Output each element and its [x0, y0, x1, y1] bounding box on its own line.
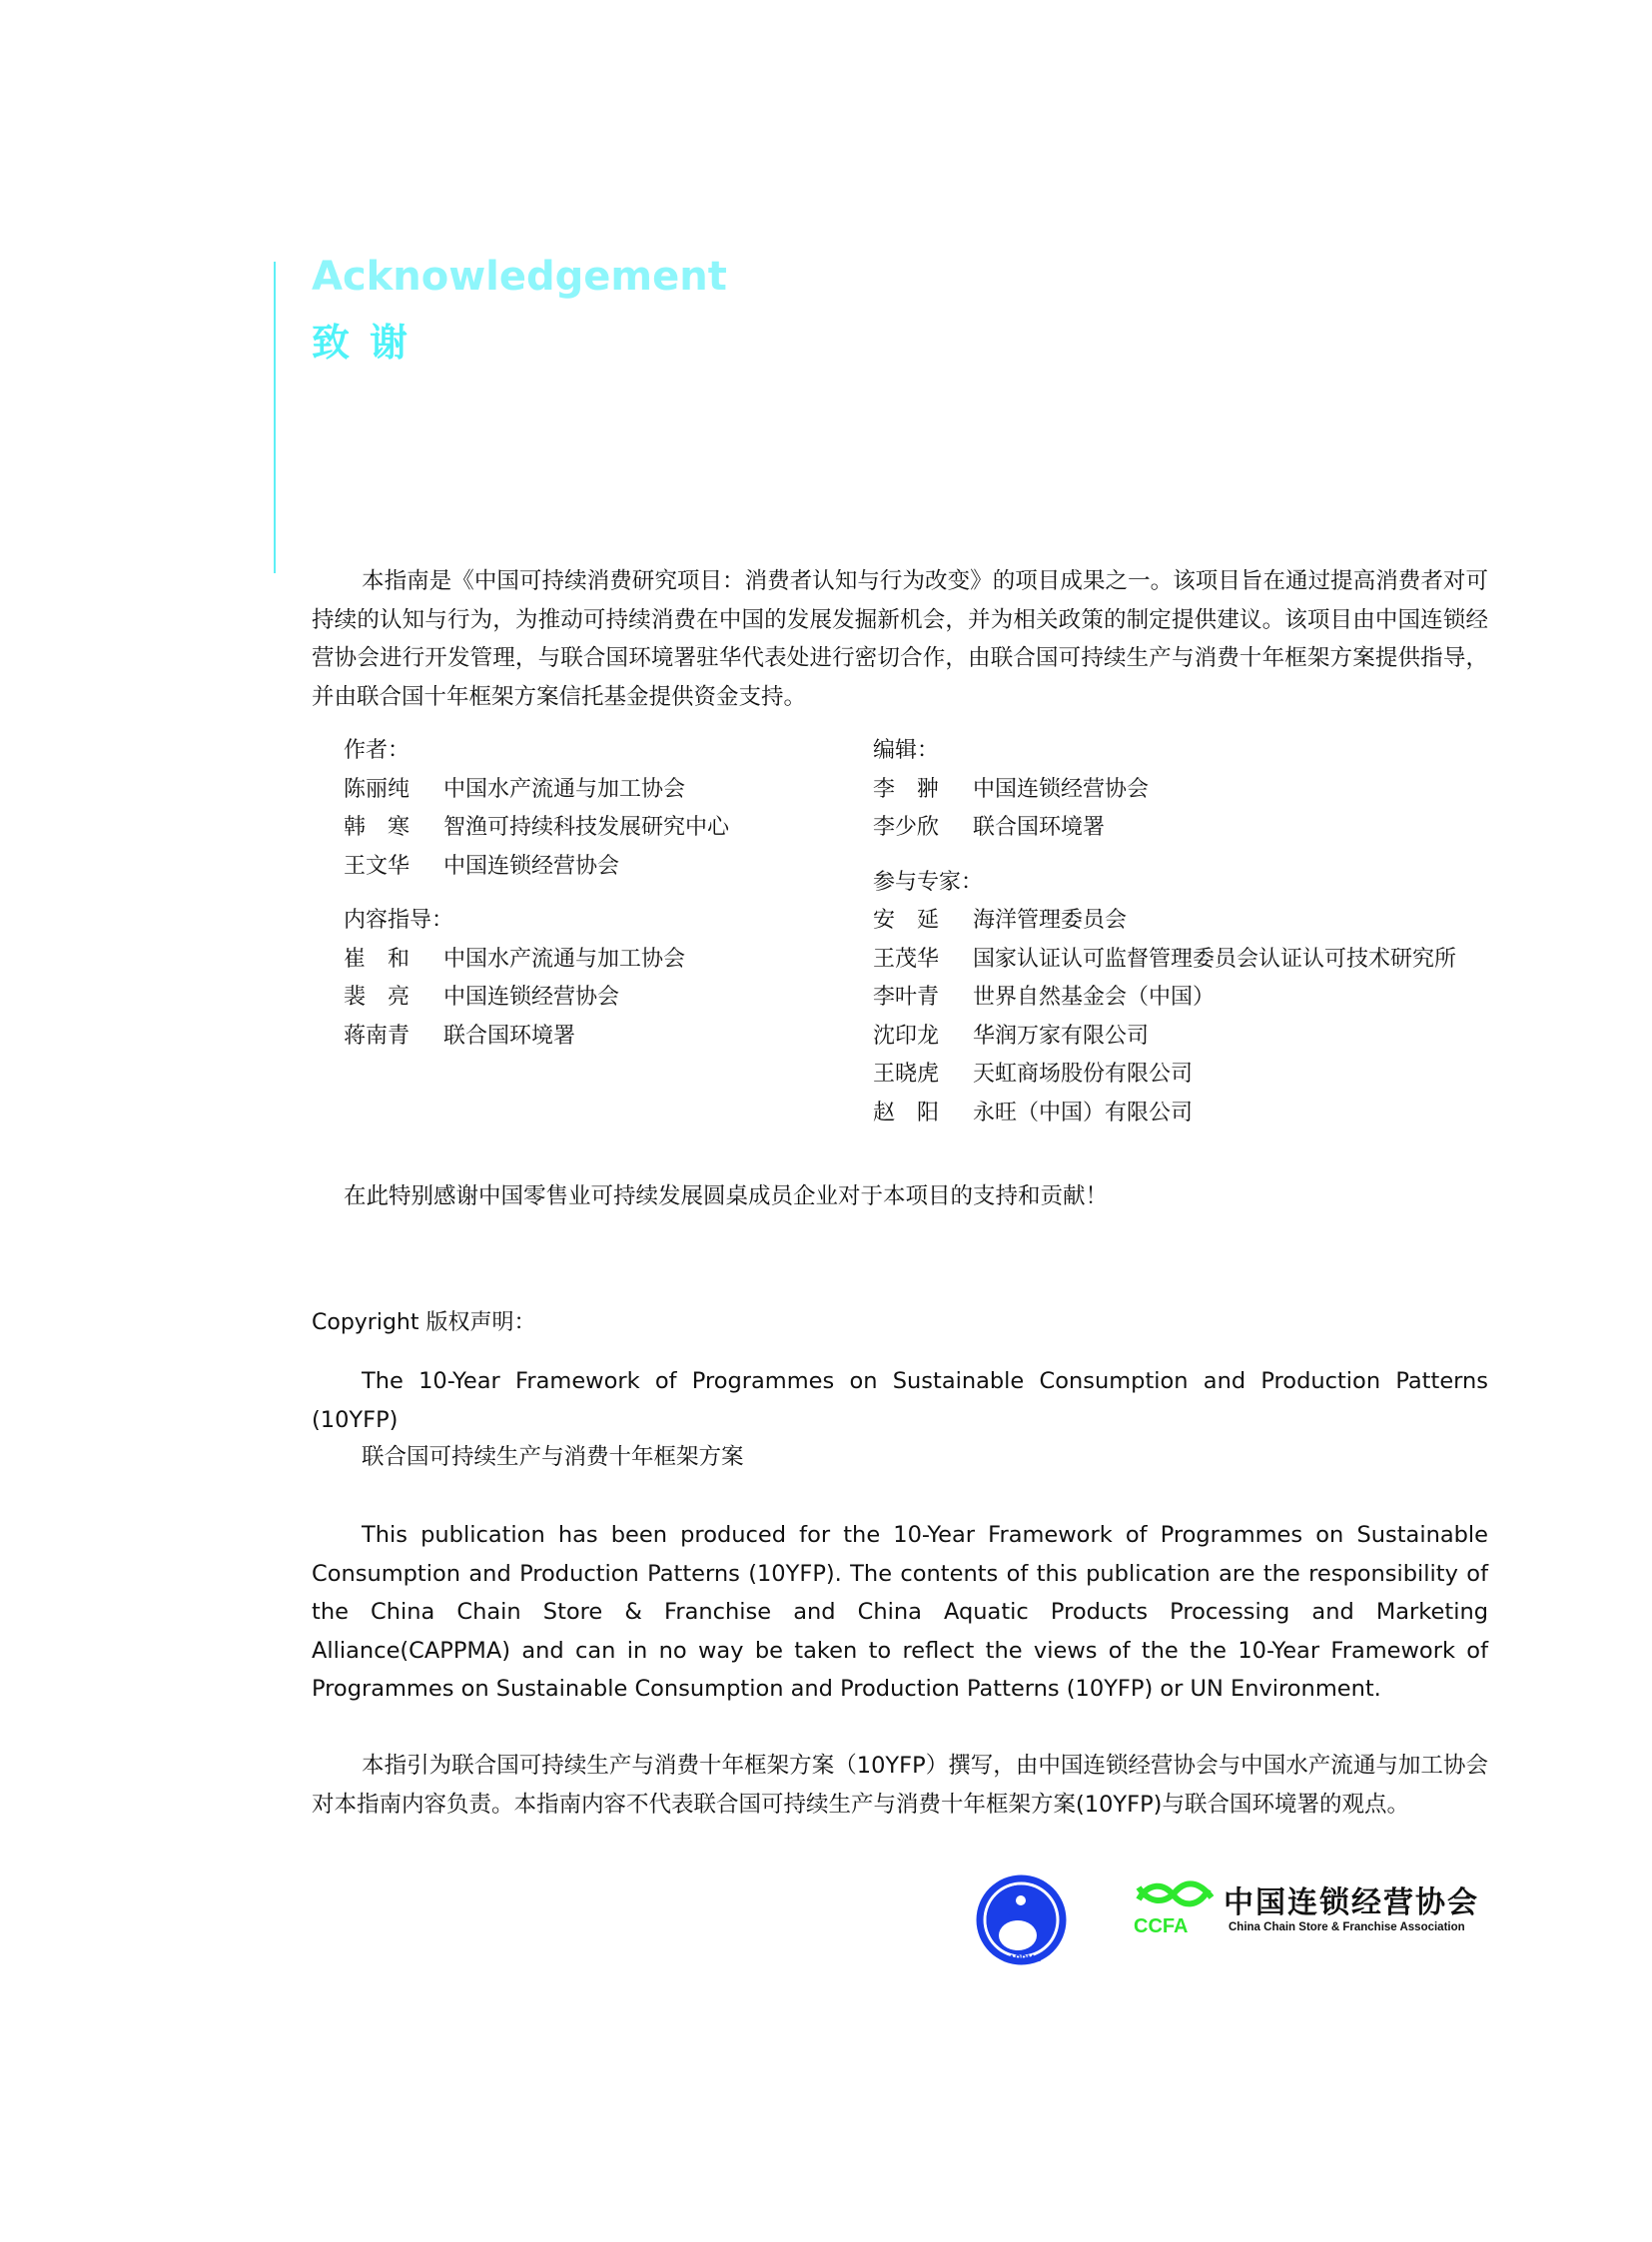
intro-text: 本指南是《中国可持续消费研究项目：消费者认知与行为改变》的项目成果之一。该项目旨在通过提高消费者对可持续的认知与行为，为推动可持续消费在中国的发展发掘新机会，并为相关政策的制定提供建议。该项目由中国连锁经营协会进行开发管理，与联合国环境署驻华代表处进行密切合作，由联合国可持续生产与消费十年框架方案提供指导，并由联合国十年框架方案信托基金提供资金支持。: [312, 568, 1488, 710]
disclaimer-en: [312, 1516, 1488, 1709]
credit-row: [873, 902, 1512, 941]
cappma-logo-text: CAPPMA: [1001, 1953, 1042, 1963]
framework-en-text: The 10-Year Framework of Programmes on Sustainable Consumption and Production Patterns (10YFP): [312, 1368, 1488, 1433]
cappma-logo: [974, 1872, 1069, 1967]
disclaimer-cn-text: 本指引为联合国可持续生产与消费十年框架方案（10YFP）撰写，由中国连锁经营协会与中国水产流通与加工协会对本指南内容负责。本指南内容不代表联合国可持续生产与消费十年框架方案(10YFP)与联合国环境署的观点。: [312, 1753, 1488, 1818]
credits-left-column: [344, 732, 843, 1056]
intro-paragraph: [312, 562, 1488, 716]
special-thanks: 在此特别感谢中国零售业可持续发展圆桌成员企业对于本项目的支持和贡献！: [344, 1183, 1109, 1209]
credit-row: [344, 1018, 843, 1057]
credit-row: [344, 941, 843, 980]
credit-org: 永旺（中国）有限公司: [973, 1100, 1194, 1125]
credit-row: [344, 848, 843, 887]
credit-org: 中国连锁经营协会: [443, 985, 620, 1010]
credit-name: 王晓虎: [873, 1062, 940, 1087]
experts-heading: 参与专家：: [873, 869, 984, 895]
cappma-emblem-icon: [974, 1872, 1069, 1967]
credit-org: 海洋管理委员会: [973, 908, 1128, 933]
credit-org: 中国水产流通与加工协会: [443, 946, 686, 972]
credit-name: 安延: [873, 908, 962, 933]
ccfa-logo: [1134, 1877, 1498, 1947]
ccfa-wave-icon: [1134, 1877, 1219, 1917]
credit-name: 蒋南青: [344, 1023, 411, 1049]
credit-row: [873, 941, 1512, 980]
credit-row: [873, 1018, 1512, 1057]
guidance-heading: 内容指导：: [344, 908, 454, 933]
credit-row: [873, 1095, 1512, 1133]
credits-right-column: [873, 732, 1512, 1132]
credit-org: 国家认证认可监督管理委员会认证认可技术研究所: [973, 946, 1457, 972]
ccfa-abbr: CCFA: [1134, 1915, 1189, 1937]
credit-org: 天虹商场股份有限公司: [973, 1062, 1194, 1087]
ccfa-name-en: China Chain Store & Franchise Association: [1229, 1921, 1465, 1933]
credit-org: 中国连锁经营协会: [973, 776, 1150, 802]
credit-org: 联合国环境署: [443, 1023, 576, 1049]
credit-org: 世界自然基金会（中国）: [973, 985, 1216, 1010]
credit-name: 赵阳: [873, 1100, 962, 1125]
credit-row: [873, 979, 1512, 1018]
framework-en: [312, 1362, 1488, 1439]
credit-row: [344, 809, 843, 848]
credit-name: 李叶青: [873, 985, 940, 1010]
credit-row: [344, 979, 843, 1018]
copyright-heading: Copyright 版权声明：: [312, 1310, 536, 1335]
credit-name: 李翀: [873, 776, 962, 802]
credit-org: 智渔可持续科技发展研究中心: [443, 815, 730, 840]
credit-row: [873, 771, 1512, 810]
editors-heading: 编辑：: [873, 738, 940, 763]
credit-row: [873, 809, 1512, 848]
page-title-cn: 致谢: [312, 321, 428, 365]
authors-heading: 作者：: [344, 738, 411, 763]
credit-row: [344, 771, 843, 810]
ccfa-name-cn: 中国连锁经营协会: [1224, 1885, 1479, 1920]
credit-row: [873, 1056, 1512, 1095]
title-accent-line: [274, 262, 276, 573]
credit-name: 裴亮: [344, 985, 432, 1010]
disclaimer-cn: [312, 1747, 1488, 1824]
credit-name: 崔和: [344, 946, 432, 972]
credit-name: 李少欣: [873, 815, 940, 840]
credit-name: 王茂华: [873, 946, 940, 972]
credit-org: 华润万家有限公司: [973, 1023, 1150, 1049]
page-title-en: Acknowledgement: [312, 254, 727, 300]
framework-cn: 联合国可持续生产与消费十年框架方案: [362, 1444, 744, 1470]
credit-name: 陈丽纯: [344, 776, 411, 802]
credit-org: 联合国环境署: [973, 815, 1106, 840]
credit-name: 韩寒: [344, 815, 432, 840]
credit-org: 中国连锁经营协会: [443, 853, 620, 879]
credit-name: 王文华: [344, 853, 411, 879]
credit-org: 中国水产流通与加工协会: [443, 776, 686, 802]
credit-name: 沈印龙: [873, 1023, 940, 1049]
disclaimer-en-text: This publication has been produced for the 10-Year Framework of Programmes on Sustainable Consumption and Production Patterns (10YFP). The contents of this publication are the responsibility of the China Chain Store & Franchise and China Aquatic Products Processing and Marketing Alliance(CAPPMA) and can in no way be taken to reflect the views of the the 10-Year Framework of Programmes on Sustainable Consumption and Production Patterns (10YFP) or UN Environment.: [312, 1522, 1488, 1702]
